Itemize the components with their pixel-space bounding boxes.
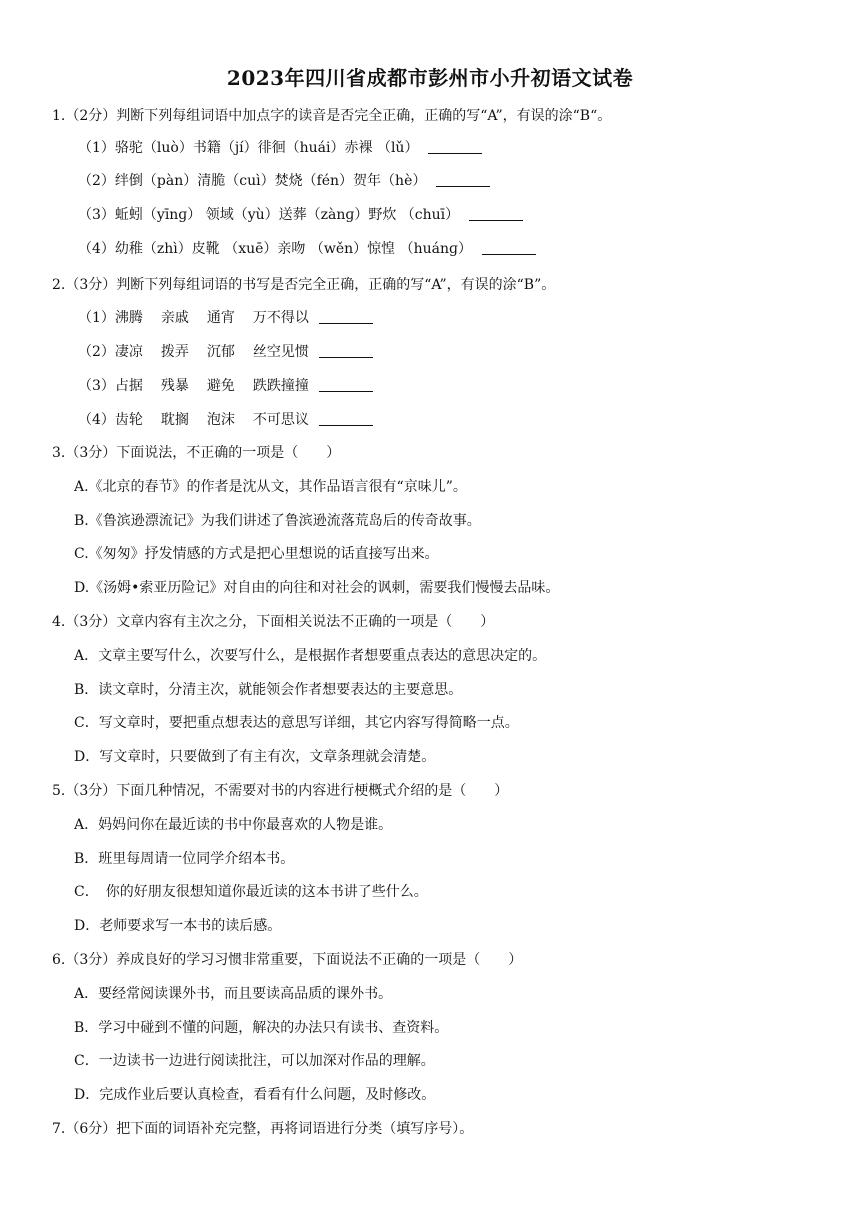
answer-blank[interactable] xyxy=(319,309,373,324)
question-6-option-b[interactable]: B．学习中碰到不懂的问题，解决的办法只有读书、查资料。 xyxy=(74,1020,449,1036)
question-5-option-a[interactable]: A．妈妈问你在最近读的书中你最喜欢的人物是谁。 xyxy=(74,817,393,833)
question-2-item-3: （3）占据 残暴 避免 跌跌撞撞 xyxy=(78,376,373,396)
answer-blank[interactable] xyxy=(469,206,523,221)
answer-blank[interactable] xyxy=(436,172,490,187)
question-5-stem: 5.（3分）下面几种情况，不需要对书的内容进行梗概式介绍的是（ ） xyxy=(52,783,509,799)
page-title: 2023年四川省成都市彭州市小升初语文试卷 xyxy=(226,66,634,90)
question-1-item-2: （2）绊倒（pàn）清脆（cuì）焚烧（fén）贺年（hè） xyxy=(78,171,490,191)
answer-blank[interactable] xyxy=(428,139,482,154)
question-3-option-b[interactable]: B.《鲁滨逊漂流记》为我们讲述了鲁滨逊流落荒岛后的传奇故事。 xyxy=(74,513,481,529)
answer-blank[interactable] xyxy=(319,343,373,358)
answer-blank[interactable] xyxy=(319,411,373,426)
question-2-item-4: （4）齿轮 耽搁 泡沫 不可思议 xyxy=(78,410,373,430)
question-4-option-b[interactable]: B．读文章时，分清主次，就能领会作者想要表达的主要意思。 xyxy=(74,682,463,698)
question-2-stem: 2.（3分）判断下列每组词语的书写是否完全正确，正确的写“A”，有误的涂“B”。 xyxy=(52,277,556,293)
question-5-option-d[interactable]: D．老师要求写一本书的读后感。 xyxy=(74,918,282,934)
question-1-item-4: （4）幼稚（zhì）皮靴 （xuē）亲吻 （wěn）惊惶 （huánɡ） xyxy=(78,239,536,259)
question-5-option-b[interactable]: B．班里每周请一位同学介绍本书。 xyxy=(74,851,295,867)
question-5-option-c[interactable]: C． 你的好朋友很想知道你最近读的这本书讲了些什么。 xyxy=(74,884,428,900)
question-3-option-a[interactable]: A.《北京的春节》的作者是沈从文，其作品语言很有“京味儿”。 xyxy=(74,479,467,495)
question-1-item-3: （3）蚯蚓（yīnɡ） 领域（yù）送葬（zànɡ）野炊 （chuī） xyxy=(78,205,523,225)
question-3-option-d[interactable]: D.《汤姆•索亚历险记》对自由的向往和对社会的讽刺，需要我们慢慢去品味。 xyxy=(74,580,560,596)
question-2-item-1: （1）沸腾 亲戚 通宵 万不得以 xyxy=(78,308,373,328)
question-4-stem: 4.（3分）文章内容有主次之分，下面相关说法不正确的一项是（ ） xyxy=(52,614,495,630)
question-3-option-c[interactable]: C.《匆匆》抒发情感的方式是把心里想说的话直接写出来。 xyxy=(74,546,439,562)
answer-blank[interactable] xyxy=(319,377,373,392)
question-3-stem: 3.（3分）下面说法，不正确的一项是（ ） xyxy=(52,445,341,461)
question-1-stem: 1.（2分）判断下列每组词语中加点字的读音是否完全正确，正确的写“A”，有误的涂“B“。 xyxy=(52,108,612,124)
question-6-option-d[interactable]: D．完成作业后要认真检查，看看有什么问题，及时修改。 xyxy=(74,1087,436,1103)
question-6-option-c[interactable]: C．一边读书一边进行阅读批注，可以加深对作品的理解。 xyxy=(74,1053,435,1069)
question-2-item-2: （2）凄凉 拨弄 沉郁 丝空见惯 xyxy=(78,342,373,362)
question-4-option-d[interactable]: D．写文章时，只要做到了有主有次，文章条理就会清楚。 xyxy=(74,749,436,765)
question-4-option-c[interactable]: C．写文章时，要把重点想表达的意思写详细，其它内容写得简略一点。 xyxy=(74,715,519,731)
question-7-stem: 7.（6分）把下面的词语补充完整，再将词语进行分类（填写序号）。 xyxy=(52,1121,474,1137)
question-6-stem: 6.（3分）养成良好的学习习惯非常重要，下面说法不正确的一项是（ ） xyxy=(52,952,523,968)
question-1-item-1: （1）骆驼（luò）书籍（jí）徘徊（huái）赤裸 （lǔ） xyxy=(78,138,482,158)
question-6-option-a[interactable]: A．要经常阅读课外书，而且要读高品质的课外书。 xyxy=(74,986,393,1002)
question-4-option-a[interactable]: A．文章主要写什么，次要写什么，是根据作者想要重点表达的意思决定的。 xyxy=(74,648,547,664)
answer-blank[interactable] xyxy=(482,240,536,255)
